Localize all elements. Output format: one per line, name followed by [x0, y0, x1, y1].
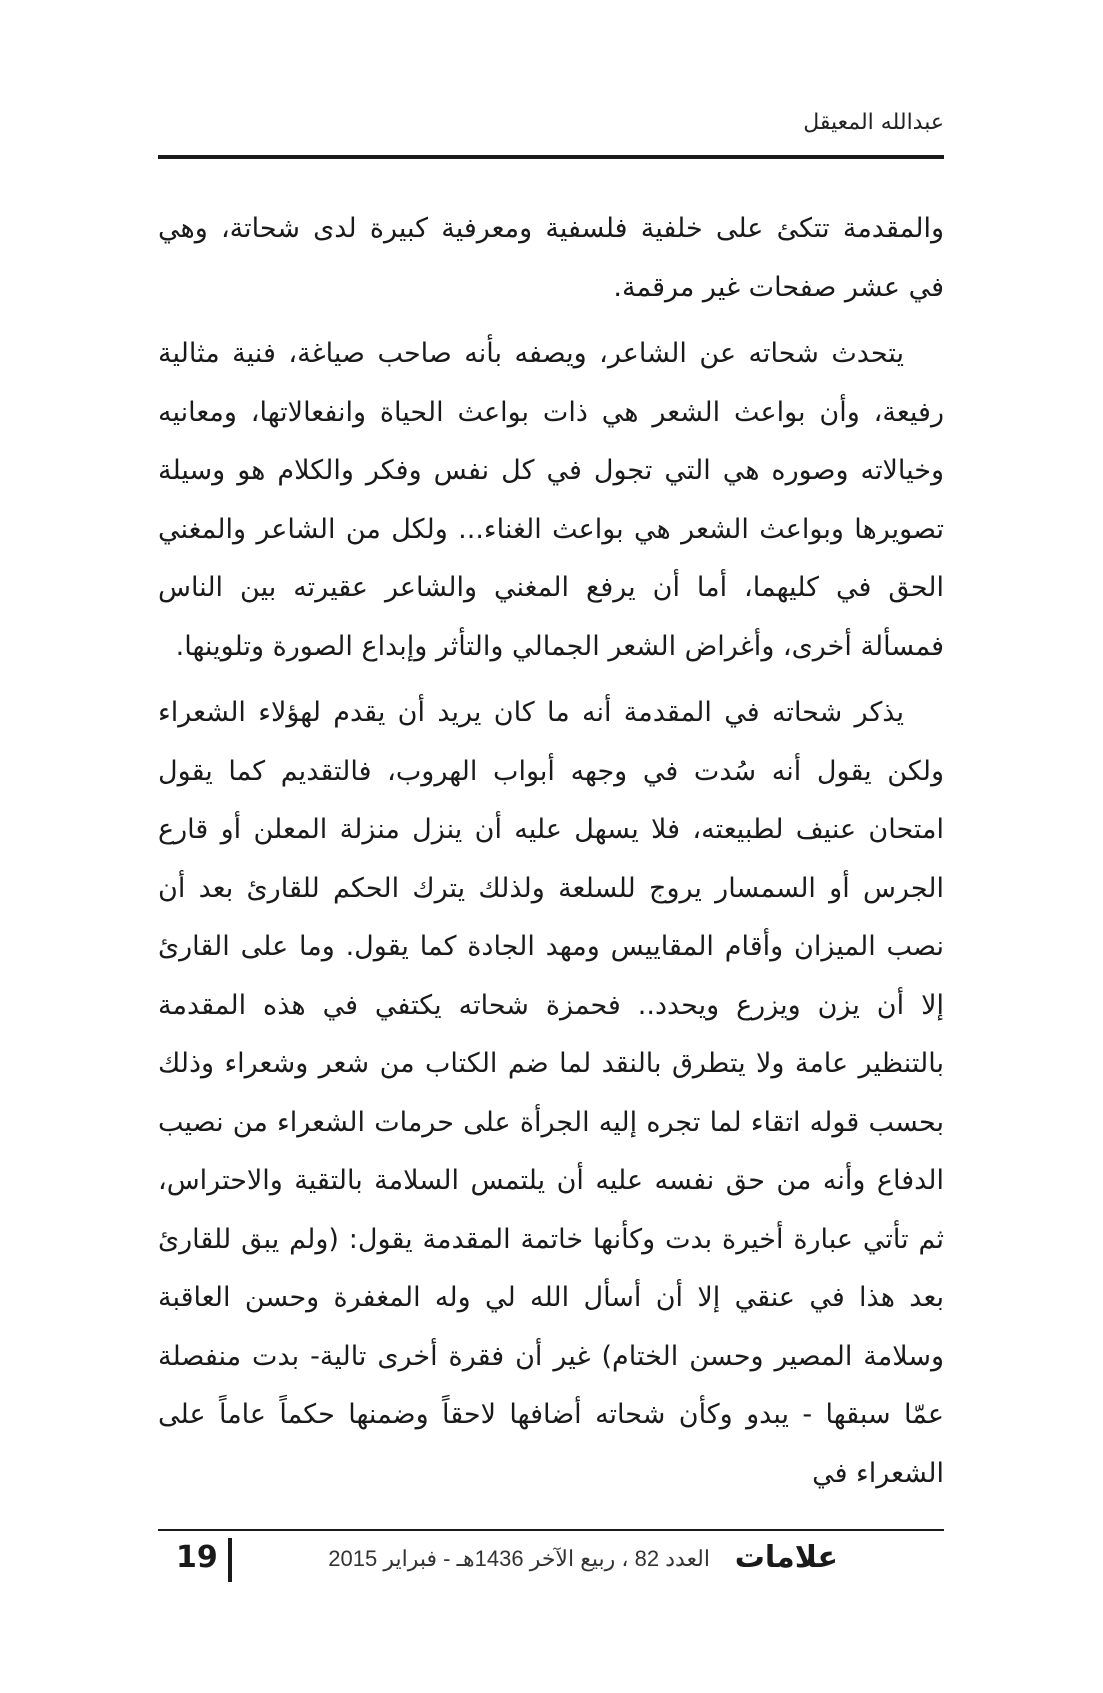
footer-rule [158, 1529, 944, 1531]
header-rule [158, 155, 944, 159]
paragraph-2: يتحدث شحاته عن الشاعر، ويصفه بأنه صاحب صياغة، فنية مثالية رفيعة، وأن بواعث الشعر هي ذات بواعث الحياة وانفعالاتها، ومعانيه وخيالاته وصوره هي التي تجول في كل نفس وفكر والكلام هو وسيلة تصويرها وبواعث الشعر هي بواعث الغناء... ولكل من الشاعر والمغني الحق في كليهما، أما أن يرفع المغني والشاعر عقيرته بين الناس فمسألة أخرى، وأغراض الشعر الجمالي والتأثر وإبداع الصورة وتلوينها. [158, 338, 944, 662]
page-footer [158, 1538, 944, 1584]
page-number: 19 [176, 1540, 218, 1575]
paragraph-1: والمقدمة تتكئ على خلفية فلسفية ومعرفية كبيرة لدى شحاتة، وهي في عشر صفحات غير مرقمة. [158, 213, 944, 303]
running-head-author: عبدالله المعيقل [803, 110, 944, 135]
footer-divider-bar [228, 1538, 232, 1582]
paragraph-3: يذكر شحاته في المقدمة أنه ما كان يريد أن يقدم لهؤلاء الشعراء ولكن يقول أنه سُدت في وجهه أبواب الهروب، فالتقديم كما يقول امتحان عنيف لطبيعته، فلا يسهل عليه أن ينزل منزلة المعلن أو قارع الجرس أو السمسار يروج للسلعة ولذلك يترك الحكم للقارئ بعد أن نصب الميزان وأقام المقاييس ومهد الجادة كما يقول. وما على القارئ إلا أن يزن ويزرع ويحدد.. فحمزة شحاته يكتفي في هذه المقدمة بالتنظير عامة ولا يتطرق بالنقد لما ضم الكتاب من شعر وشعراء وذلك بحسب قوله اتقاء لما تجره إليه الجرأة على حرمات الشعراء من نصيب الدفاع وأنه من حق نفسه عليه أن يلتمس السلامة بالتقية والاحتراس، ثم تأتي عبارة أخيرة بدت وكأنها خاتمة المقدمة يقول: (ولم يبق للقارئ بعد هذا في عنقي إلا أن أسأل الله لي وله المغفرة وحسن العاقبة وسلامة المصير وحسن الختام) غير أن فقرة أخرى تالية- بدت منفصلة عمّا سبقها - يبدو وكأن شحاته أضافها لاحقاً وضمنها حكماً عاماً على الشعراء في [158, 697, 944, 1489]
article-body [158, 200, 944, 1511]
magazine-logo: علامات [734, 1540, 838, 1575]
issue-info: العدد 82 ، ربيع الآخر 1436هـ - فبراير 2015 [328, 1546, 710, 1571]
